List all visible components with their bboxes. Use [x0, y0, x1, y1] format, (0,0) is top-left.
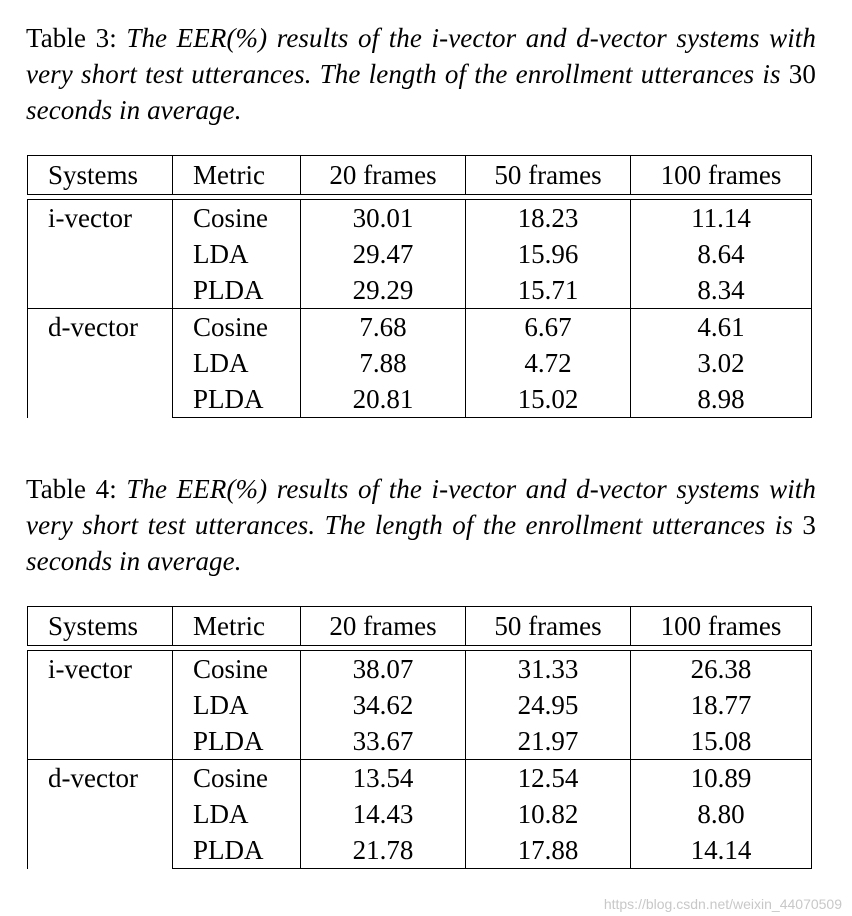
- table-4: [27, 606, 812, 869]
- value-cell: 8.64: [631, 236, 812, 272]
- value-cell: 30.01: [301, 200, 466, 237]
- header-systems: Systems: [28, 156, 173, 195]
- value-cell: 8.80: [631, 796, 812, 832]
- metric-cell: LDA: [173, 236, 301, 272]
- value-cell: 8.98: [631, 381, 812, 418]
- value-cell: 14.14: [631, 832, 812, 869]
- value-cell: 18.77: [631, 687, 812, 723]
- table-3-caption-number: 30: [788, 59, 816, 89]
- value-cell: 15.08: [631, 723, 812, 760]
- table-row: [28, 309, 812, 346]
- table-row: [28, 760, 812, 797]
- value-cell: 7.88: [301, 345, 466, 381]
- table-3-label: Table 3:: [26, 23, 117, 53]
- value-cell: 21.97: [466, 723, 631, 760]
- system-cell: i-vector: [28, 651, 173, 760]
- value-cell: 14.43: [301, 796, 466, 832]
- value-cell: 12.54: [466, 760, 631, 797]
- value-cell: 6.67: [466, 309, 631, 346]
- value-cell: 13.54: [301, 760, 466, 797]
- system-cell: d-vector: [28, 309, 173, 418]
- table-header-row: [28, 607, 812, 646]
- value-cell: 3.02: [631, 345, 812, 381]
- metric-cell: PLDA: [173, 272, 301, 309]
- metric-cell: Cosine: [173, 200, 301, 237]
- header-systems: Systems: [28, 607, 173, 646]
- table-4-caption: [26, 471, 816, 579]
- header-20-frames: 20 frames: [301, 156, 466, 195]
- group-d-vector: [28, 760, 812, 869]
- header-50-frames: 50 frames: [466, 156, 631, 195]
- value-cell: 29.47: [301, 236, 466, 272]
- group-i-vector: [28, 200, 812, 309]
- value-cell: 8.34: [631, 272, 812, 309]
- metric-cell: LDA: [173, 796, 301, 832]
- value-cell: 7.68: [301, 309, 466, 346]
- value-cell: 15.96: [466, 236, 631, 272]
- table-4-label: Table 4:: [26, 474, 117, 504]
- value-cell: 33.67: [301, 723, 466, 760]
- group-d-vector: [28, 309, 812, 418]
- table-4-caption-text: The EER(%) results of the i-vector and d-vector systems with very short test utterances. The length of the enrollment utterances is: [26, 474, 816, 540]
- value-cell: 21.78: [301, 832, 466, 869]
- value-cell: 11.14: [631, 200, 812, 237]
- value-cell: 26.38: [631, 651, 812, 688]
- table-3-caption-text: The EER(%) results of the i-vector and d-vector systems with very short test utterances. The length of the enrollment utterances is: [26, 23, 816, 89]
- table-row: [28, 651, 812, 688]
- header-100-frames: 100 frames: [631, 607, 812, 646]
- metric-cell: LDA: [173, 687, 301, 723]
- watermark-url: https://blog.csdn.net/weixin_44070509: [603, 896, 842, 912]
- value-cell: 24.95: [466, 687, 631, 723]
- value-cell: 10.89: [631, 760, 812, 797]
- header-metric: Metric: [173, 156, 301, 195]
- table-4-caption-number: 3: [802, 510, 816, 540]
- system-cell: i-vector: [28, 200, 173, 309]
- value-cell: 4.61: [631, 309, 812, 346]
- value-cell: 15.02: [466, 381, 631, 418]
- metric-cell: Cosine: [173, 309, 301, 346]
- metric-cell: Cosine: [173, 651, 301, 688]
- header-metric: Metric: [173, 607, 301, 646]
- table-4-caption-tail: seconds in average.: [26, 546, 242, 576]
- header-50-frames: 50 frames: [466, 607, 631, 646]
- table-row: [28, 200, 812, 237]
- table-3-caption: [26, 20, 816, 128]
- table-3-caption-tail: seconds in average.: [26, 95, 242, 125]
- metric-cell: LDA: [173, 345, 301, 381]
- value-cell: 10.82: [466, 796, 631, 832]
- table-3: [27, 155, 812, 418]
- value-cell: 31.33: [466, 651, 631, 688]
- value-cell: 15.71: [466, 272, 631, 309]
- metric-cell: PLDA: [173, 723, 301, 760]
- value-cell: 17.88: [466, 832, 631, 869]
- header-20-frames: 20 frames: [301, 607, 466, 646]
- header-100-frames: 100 frames: [631, 156, 812, 195]
- table-header-row: [28, 156, 812, 195]
- value-cell: 34.62: [301, 687, 466, 723]
- value-cell: 4.72: [466, 345, 631, 381]
- value-cell: 20.81: [301, 381, 466, 418]
- group-i-vector: [28, 651, 812, 760]
- value-cell: 29.29: [301, 272, 466, 309]
- metric-cell: Cosine: [173, 760, 301, 797]
- metric-cell: PLDA: [173, 832, 301, 869]
- value-cell: 18.23: [466, 200, 631, 237]
- value-cell: 38.07: [301, 651, 466, 688]
- system-cell: d-vector: [28, 760, 173, 869]
- metric-cell: PLDA: [173, 381, 301, 418]
